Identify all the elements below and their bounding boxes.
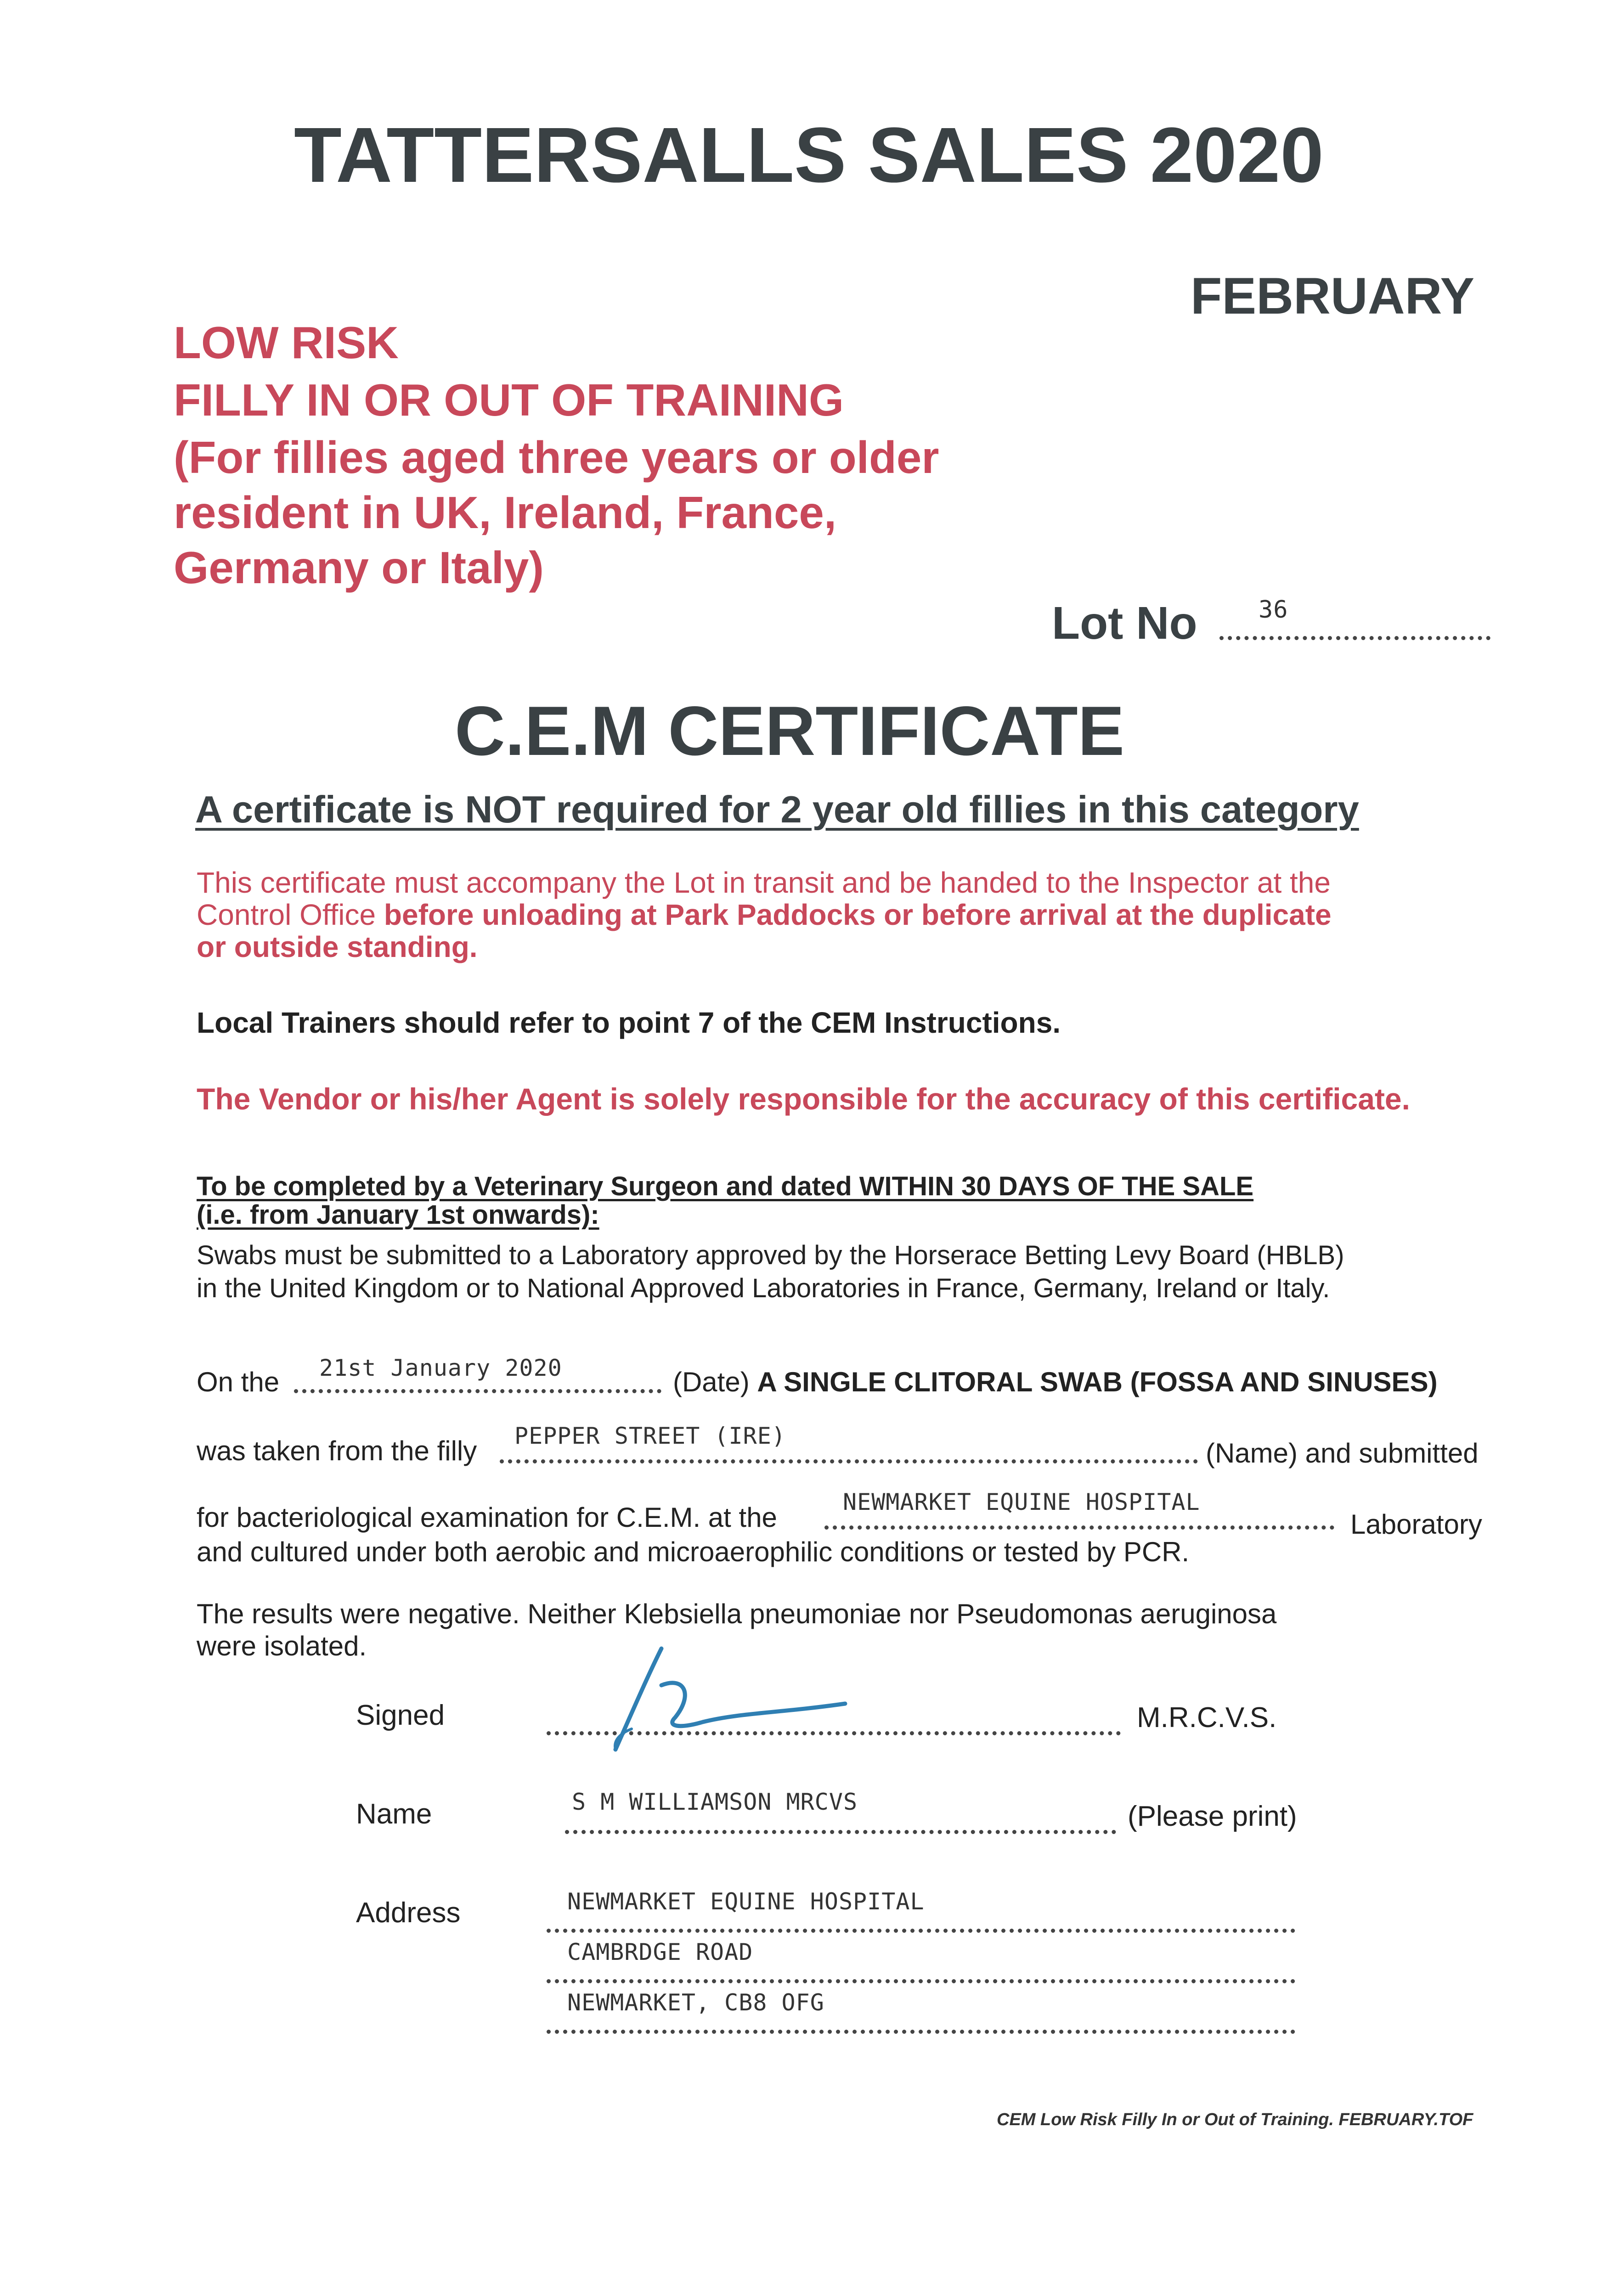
vendor-responsibility-note: The Vendor or his/her Agent is solely responsible for the accuracy of this certificate. [197, 1082, 1410, 1116]
date-dotted-line [294, 1389, 661, 1393]
address-dotted-line-3 [547, 2030, 1295, 2034]
bacteriological-label: for bacteriological examination for C.E.M. at the [197, 1502, 777, 1533]
name-dotted-line [565, 1830, 1116, 1834]
local-trainers-note: Local Trainers should refer to point 7 of the CEM Instructions. [197, 1006, 1061, 1039]
certificate-title: C.E.M CERTIFICATE [455, 692, 1125, 770]
month-label: FEBRUARY [1191, 267, 1475, 325]
transit-instruction-line-3: or outside standing. [197, 930, 478, 963]
address-line-1-field[interactable]: NEWMARKET EQUINE HOSPITAL [567, 1888, 925, 1915]
transit-bold-text: before unloading at Park Paddocks or before arrival at the duplicate [376, 898, 1332, 931]
taken-from-label: was taken from the filly [197, 1435, 477, 1466]
name-submitted-label: (Name) and submitted [1206, 1438, 1479, 1469]
category-line-4: resident in UK, Ireland, France, [174, 487, 837, 538]
lab-dotted-line [824, 1525, 1334, 1530]
filly-name-field[interactable]: PEPPER STREET (IRE) [514, 1423, 786, 1449]
results-line-1: The results were negative. Neither Klebsiella pneumoniae nor Pseudomonas aeruginosa [197, 1598, 1277, 1629]
footer-reference: CEM Low Risk Filly In or Out of Training. FEBRUARY.TOF [997, 2110, 1473, 2129]
on-the-label: On the [197, 1367, 280, 1397]
category-line-5: Germany or Italy) [174, 542, 544, 593]
laboratory-field[interactable]: NEWMARKET EQUINE HOSPITAL [843, 1489, 1200, 1515]
lot-number[interactable]: 36 [1259, 596, 1288, 624]
category-line-1: LOW RISK [174, 317, 399, 368]
name-label: Name [356, 1798, 432, 1830]
category-line-3: (For fillies aged three years or older [174, 432, 939, 483]
transit-instruction-line-2 [197, 898, 1332, 932]
vet-section-heading-2: (i.e. from January 1st onwards): [197, 1200, 599, 1230]
date-suffix: (Date) [673, 1367, 750, 1397]
control-office-text: Control Office [197, 898, 376, 931]
transit-instruction-line-1: This certificate must accompany the Lot in transit and be handed to the Inspector at the [197, 866, 1331, 899]
lot-dotted-line [1219, 636, 1490, 640]
date-field[interactable]: 21st January 2020 [319, 1355, 562, 1381]
address-dotted-line-2 [547, 1979, 1295, 1983]
results-line-2: were isolated. [197, 1631, 367, 1661]
cultured-statement: and cultured under both aerobic and microaerophilic conditions or tested by PCR. [197, 1536, 1190, 1567]
vet-section-heading-1: To be completed by a Veterinary Surgeon and dated WITHIN 30 DAYS OF THE SALE [197, 1171, 1254, 1201]
mrcvs-label: M.R.C.V.S. [1137, 1702, 1277, 1733]
address-dotted-line-1 [547, 1929, 1295, 1933]
vet-name-field[interactable]: S M WILLIAMSON MRCVS [572, 1789, 858, 1815]
please-print-label: (Please print) [1128, 1801, 1297, 1832]
date-label [673, 1366, 1438, 1398]
certificate-note: A certificate is NOT required for 2 year old fillies in this category [195, 788, 1359, 831]
lot-label: Lot No [1052, 597, 1197, 649]
address-label: Address [356, 1897, 461, 1929]
laboratory-label: Laboratory [1350, 1509, 1482, 1540]
swab-description: A SINGLE CLITORAL SWAB (FOSSA AND SINUSES) [757, 1367, 1438, 1397]
address-line-2-field[interactable]: CAMBRDGE ROAD [567, 1939, 753, 1965]
address-line-3-field[interactable]: NEWMARKET, CB8 OFG [567, 1989, 824, 2016]
signature-mark [588, 1635, 873, 1773]
filly-name-dotted-line [500, 1459, 1198, 1463]
swabs-instruction-line-2: in the United Kingdom or to National Approved Laboratories in France, Germany, Ireland or Italy. [197, 1273, 1330, 1303]
document-title: TATTERSALLS SALES 2020 [294, 112, 1324, 199]
swabs-instruction-line-1: Swabs must be submitted to a Laboratory approved by the Horserace Betting Levy Board (HBLB) [197, 1240, 1344, 1270]
signed-label: Signed [356, 1699, 445, 1731]
category-line-2: FILLY IN OR OUT OF TRAINING [174, 375, 844, 425]
